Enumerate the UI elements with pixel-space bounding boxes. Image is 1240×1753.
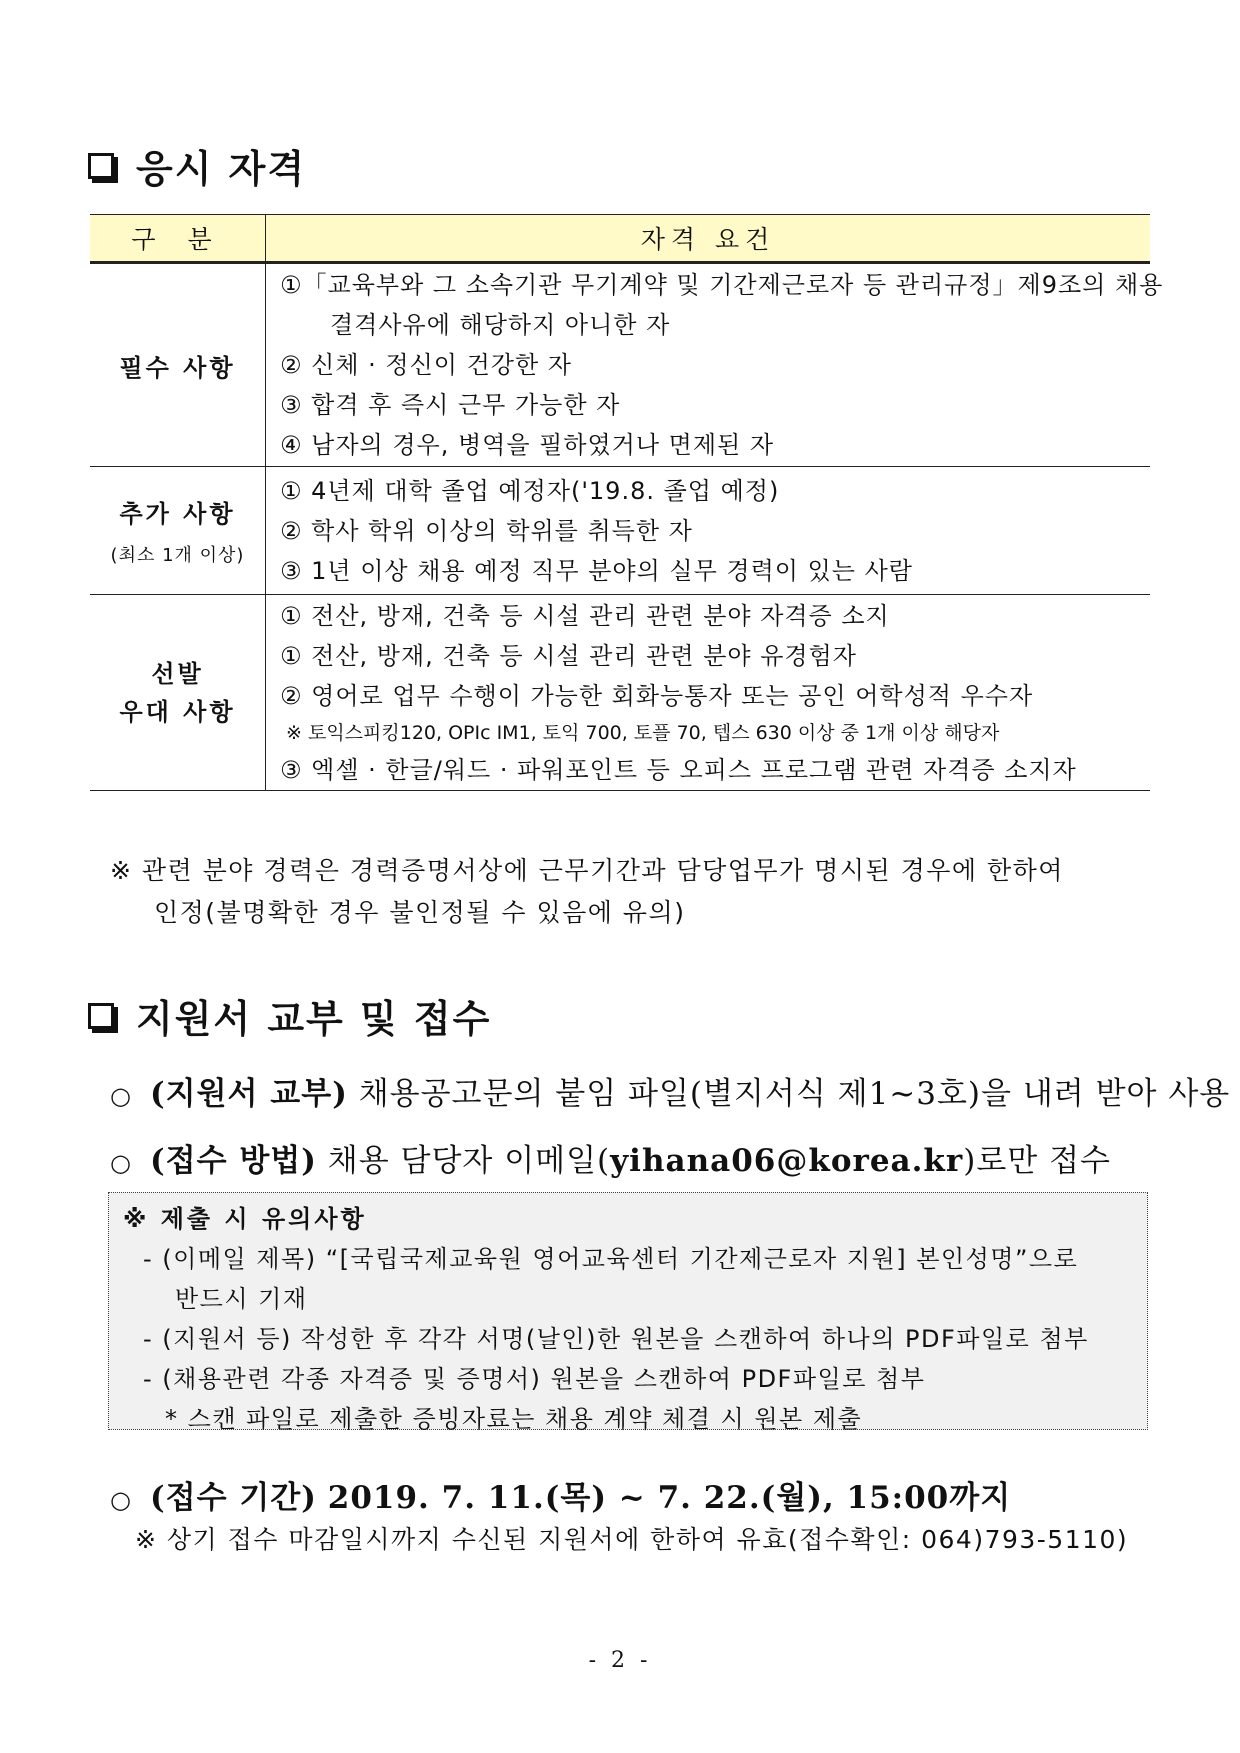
career-note [110, 850, 1160, 934]
row-requirements [266, 467, 1151, 595]
bullet-label: (지원서 교부) [150, 1076, 348, 1112]
requirement-item: ①「교육부와 그 소속기관 무기계약 및 기간제근로자 등 관리규정」제9조의 채용 [280, 271, 1164, 299]
notice-line: - (이메일 제목) “[국립국제교육원 영어교육센터 기간제근로자 지원] 본인성명”으로 [143, 1245, 1079, 1273]
career-note-line: ※ 관련 분야 경력은 경력증명서상에 근무기간과 담당업무가 명시된 경우에 한하여 [110, 856, 1064, 885]
period-note: ※ 상기 접수 마감일시까지 수신된 지원서에 한하여 유효(접수확인: 064)793-5110) [135, 1525, 1129, 1554]
section-title: 응시 자격 [136, 147, 307, 191]
circle-bullet-icon: ○ [110, 1149, 132, 1177]
notice-line: - (지원서 등) 작성한 후 각각 서명(날인)한 원본을 스캔하여 하나의 PDF파일로 첨부 [143, 1325, 1089, 1353]
row-requirements [266, 263, 1164, 467]
bullet-label: (접수 방법) [150, 1143, 317, 1179]
category-label: 우대 사항 [119, 697, 236, 726]
table-row [90, 467, 1150, 595]
category-label: 추가 사항 [119, 499, 236, 528]
table-header-row [90, 215, 1150, 263]
requirement-item: ① 전산, 방재, 건축 등 시설 관리 관련 분야 자격증 소지 [280, 601, 890, 630]
bullet-text: 채용공고문의 붙임 파일(별지서식 제1~3호)을 내려 받아 사용 [358, 1076, 1231, 1112]
section-title: 지원서 교부 및 접수 [136, 997, 492, 1041]
submission-notice-box [108, 1192, 1148, 1433]
checkbox-square-icon [88, 153, 114, 179]
requirement-item: ③ 합격 후 즉시 근무 가능한 자 [280, 391, 621, 419]
notice-title: ※ 제출 시 유의사항 [123, 1205, 367, 1233]
circle-bullet-icon: ○ [110, 1486, 132, 1514]
header-requirements: 자격 요건 [266, 215, 1151, 263]
bullet-text: 채용 담당자 이메일( [327, 1143, 611, 1179]
category-label: 선발 [151, 659, 204, 688]
bullet-method [110, 1135, 1111, 1180]
row-requirements [266, 595, 1151, 791]
requirement-item: ① 전산, 방재, 건축 등 시설 관리 관련 분야 유경험자 [280, 641, 857, 670]
table-row [90, 595, 1150, 791]
requirement-item: ③ 엑셀 · 한글/워드 · 파워포인트 등 오피스 프로그램 관련 자격증 소지자 [280, 755, 1077, 784]
section-heading-eligibility [88, 138, 306, 193]
requirement-item: 결격사유에 해당하지 아니한 자 [330, 311, 671, 339]
notice-line: * 스캔 파일로 제출한 증빙자료는 채용 계약 체결 시 원본 제출 [165, 1405, 863, 1433]
requirement-item: ④ 남자의 경우, 병역을 필하였거나 면제된 자 [280, 431, 775, 459]
requirement-item: ② 영어로 업무 수행이 가능한 회화능통자 또는 공인 어학성적 우수자 [280, 681, 1034, 710]
page-number: - 2 - [588, 1648, 652, 1673]
requirement-note: ※ 토익스피킹120, OPIc IM1, 토익 700, 토플 70, 텝스 630 이상 중 1개 이상 해당자 [286, 721, 1000, 744]
notice-line: - (채용관련 각종 자격증 및 증명서) 원본을 스캔하여 PDF파일로 첨부 [143, 1365, 926, 1393]
table-row [90, 263, 1150, 467]
header-category: 구 분 [90, 215, 266, 263]
checkbox-square-icon [88, 1003, 114, 1029]
circle-bullet-icon: ○ [110, 1082, 132, 1110]
requirement-item: ③ 1년 이상 채용 예정 직무 분야의 실무 경력이 있는 사람 [280, 556, 913, 585]
career-note-line: 인정(불명확한 경우 불인정될 수 있음에 유의) [154, 898, 686, 927]
bullet-period [110, 1472, 1011, 1517]
row-category [90, 595, 266, 791]
bullet-label: (접수 기간) [150, 1480, 317, 1516]
row-category: 필수 사항 [90, 263, 266, 467]
requirement-item: ① 4년제 대학 졸업 예정자('19.8. 졸업 예정) [280, 476, 780, 505]
bullet-distribution [110, 1068, 1230, 1113]
section-heading-application [88, 988, 491, 1043]
notice-line: 반드시 기재 [175, 1285, 308, 1313]
bullet-text: )로만 접수 [963, 1143, 1111, 1179]
period-dates: 2019. 7. 11.(목) ~ 7. 22.(월), 15:00까지 [327, 1480, 1012, 1516]
row-category [90, 467, 266, 595]
eligibility-table [90, 214, 1164, 791]
email-address: yihana06@korea.kr [610, 1143, 964, 1179]
category-note: (최소 1개 이상) [110, 544, 245, 566]
requirement-item: ② 신체 · 정신이 건강한 자 [280, 351, 572, 379]
requirement-item: ② 학사 학위 이상의 학위를 취득한 자 [280, 516, 693, 545]
